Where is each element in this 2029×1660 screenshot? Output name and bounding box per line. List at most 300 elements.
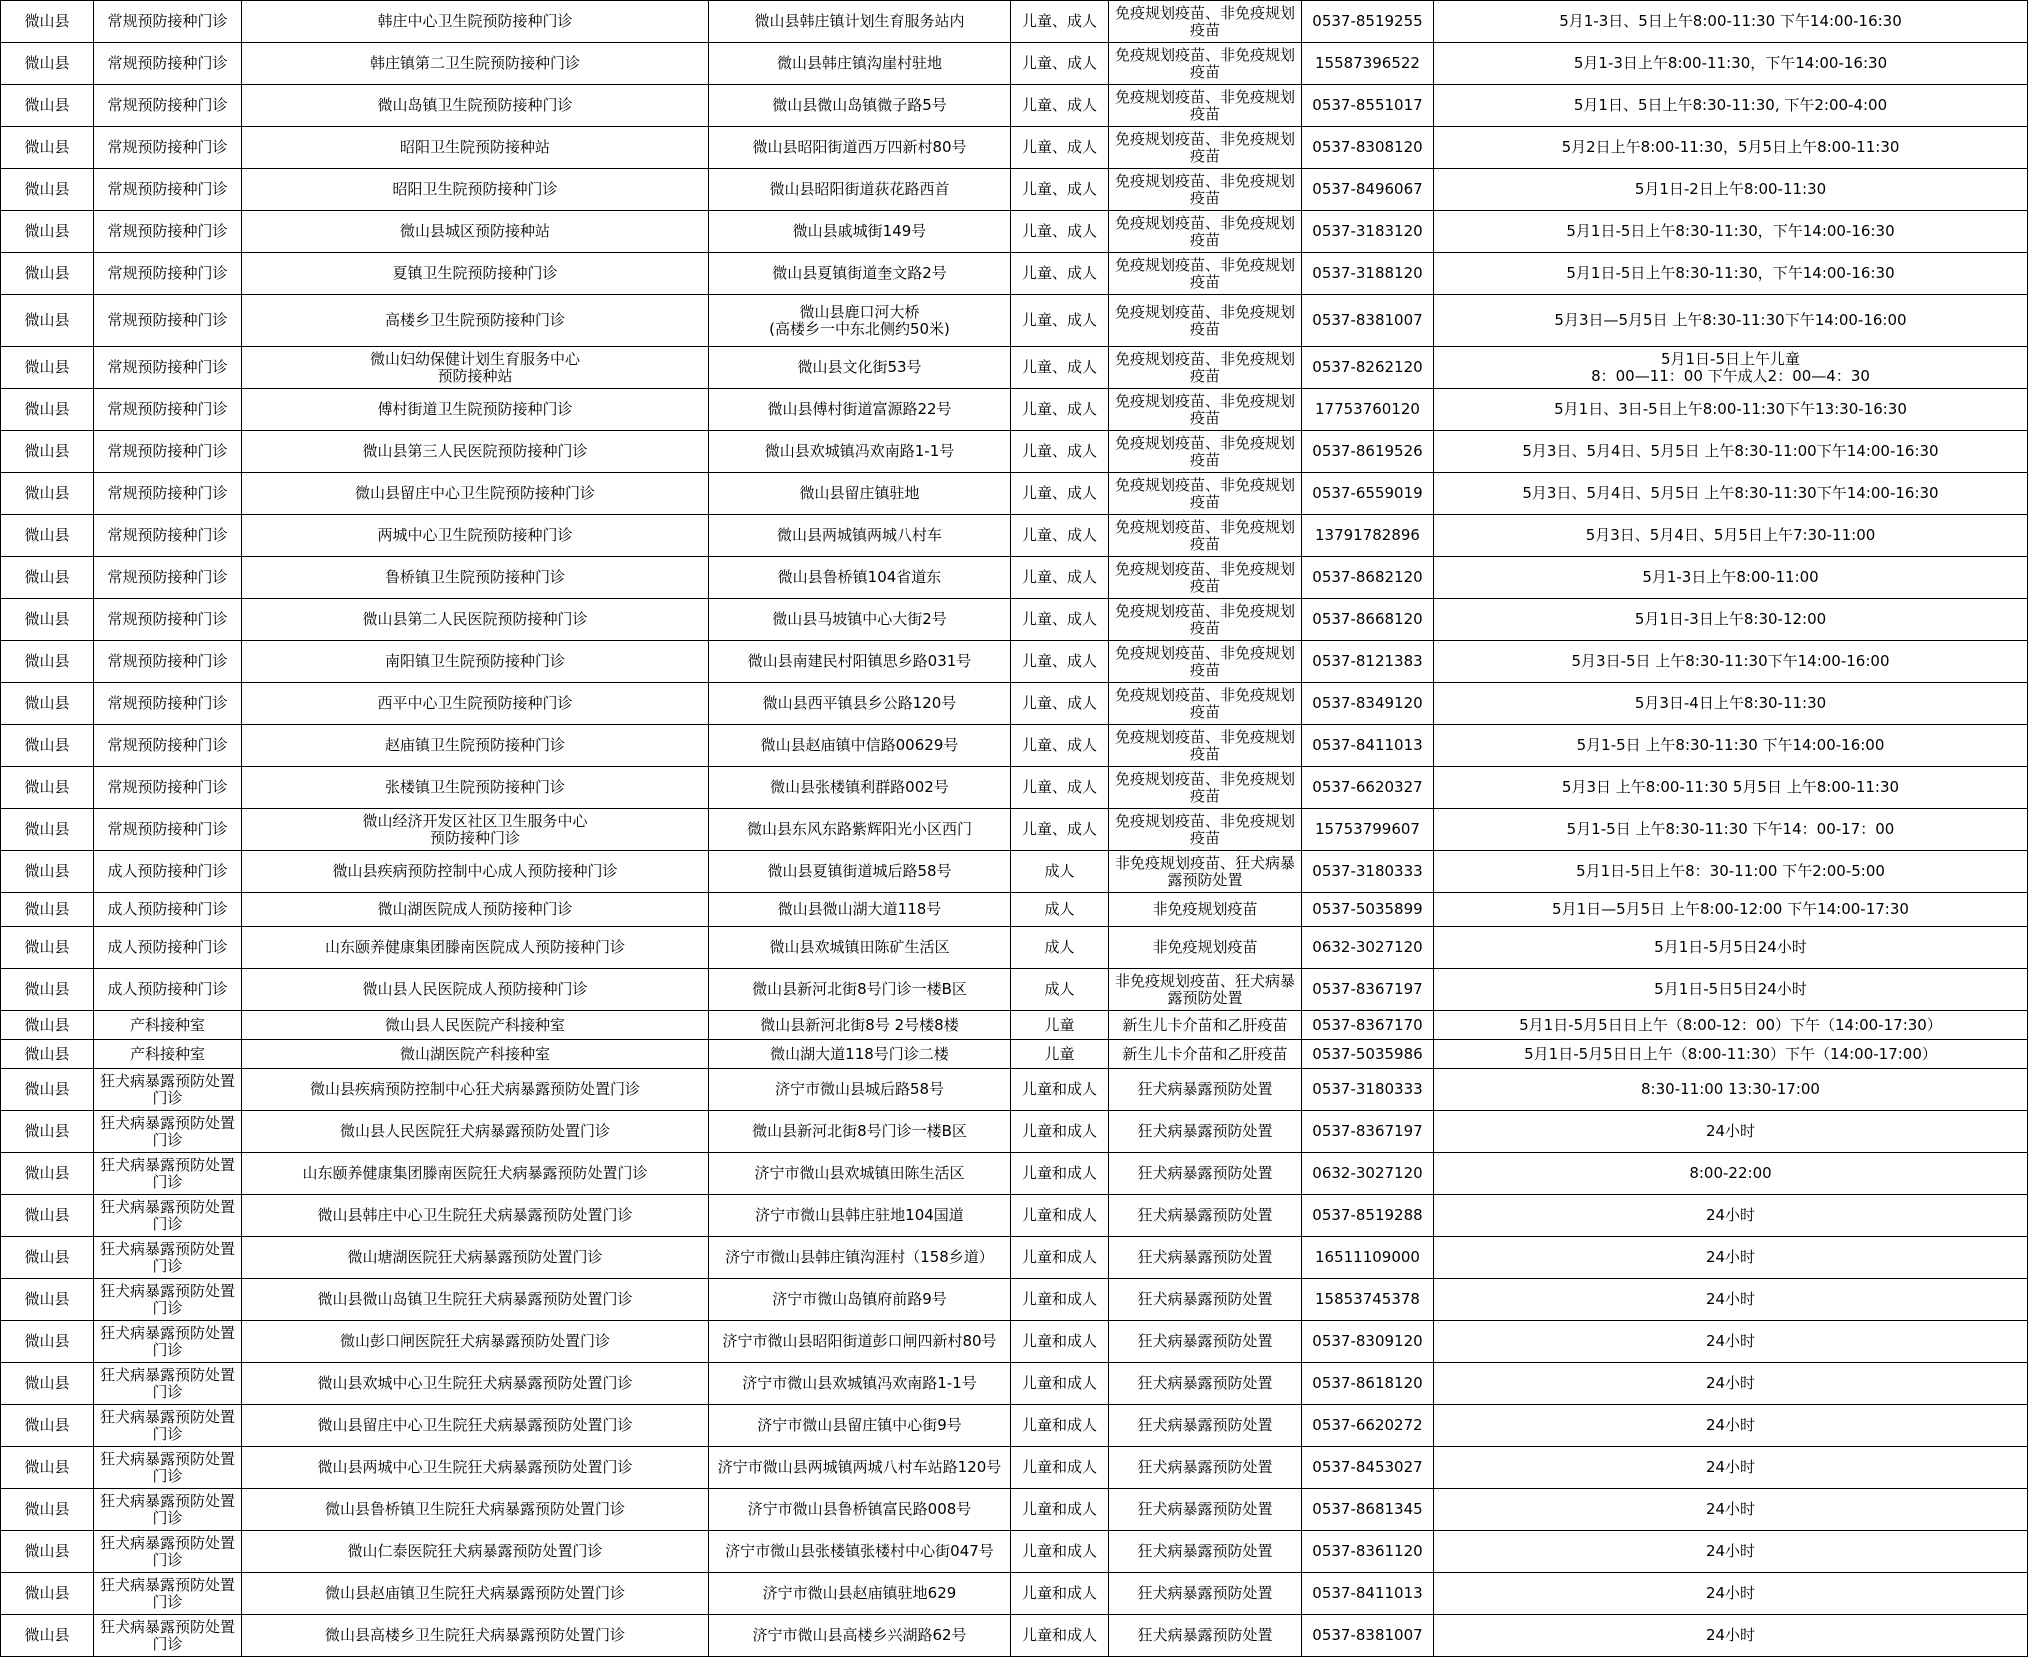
cell-phone: 0537-8381007 xyxy=(1302,1615,1434,1657)
cell-county: 微山县 xyxy=(1,85,94,127)
cell-phone: 0537-8309120 xyxy=(1302,1321,1434,1363)
cell-service-hours: 5月1日-5月5日日上午（8:00-11:30）下午（14:00-17:00） xyxy=(1434,1040,2028,1069)
cell-target-group: 成人 xyxy=(1011,851,1109,893)
cell-county: 微山县 xyxy=(1,1615,94,1657)
cell-service-hours: 24小时 xyxy=(1434,1531,2028,1573)
cell-clinic-type: 成人预防接种门诊 xyxy=(94,893,242,927)
cell-phone: 0537-8121383 xyxy=(1302,641,1434,683)
cell-clinic-type: 产科接种室 xyxy=(94,1040,242,1069)
table-body xyxy=(1,1,2028,1657)
cell-clinic-name: 张楼镇卫生院预防接种门诊 xyxy=(242,767,709,809)
cell-service-hours: 5月3日、5月4日、5月5日 上午8:30-11:00下午14:00-16:30 xyxy=(1434,431,2028,473)
cell-county: 微山县 xyxy=(1,1573,94,1615)
cell-address: 济宁市微山县欢城镇冯欢南路1-1号 xyxy=(709,1363,1011,1405)
cell-target-group: 儿童和成人 xyxy=(1011,1405,1109,1447)
cell-county: 微山县 xyxy=(1,1447,94,1489)
cell-vaccine-type: 狂犬病暴露预防处置 xyxy=(1109,1531,1302,1573)
table-row xyxy=(1,1,2028,43)
table-row xyxy=(1,253,2028,295)
cell-address: 微山县微山湖大道118号 xyxy=(709,893,1011,927)
cell-clinic-name: 微山县高楼乡卫生院狂犬病暴露预防处置门诊 xyxy=(242,1615,709,1657)
cell-clinic-type: 狂犬病暴露预防处置门诊 xyxy=(94,1069,242,1111)
cell-county: 微山县 xyxy=(1,1321,94,1363)
cell-clinic-name: 微山彭口闸医院狂犬病暴露预防处置门诊 xyxy=(242,1321,709,1363)
cell-county: 微山县 xyxy=(1,1279,94,1321)
cell-address: 济宁市微山县赵庙镇驻地629 xyxy=(709,1573,1011,1615)
cell-service-hours: 5月1日—5月5日 上午8:00-12:00 下午14:00-17:30 xyxy=(1434,893,2028,927)
table-row xyxy=(1,127,2028,169)
cell-clinic-name: 微山县人民医院成人预防接种门诊 xyxy=(242,969,709,1011)
table-row xyxy=(1,169,2028,211)
table-row xyxy=(1,725,2028,767)
cell-vaccine-type: 狂犬病暴露预防处置 xyxy=(1109,1489,1302,1531)
cell-vaccine-type: 狂犬病暴露预防处置 xyxy=(1109,1447,1302,1489)
cell-target-group: 儿童和成人 xyxy=(1011,1321,1109,1363)
cell-service-hours: 8:30-11:00 13:30-17:00 xyxy=(1434,1069,2028,1111)
cell-clinic-type: 狂犬病暴露预防处置门诊 xyxy=(94,1447,242,1489)
cell-target-group: 儿童、成人 xyxy=(1011,641,1109,683)
cell-vaccine-type: 狂犬病暴露预防处置 xyxy=(1109,1111,1302,1153)
cell-address: 微山县鲁桥镇104省道东 xyxy=(709,557,1011,599)
cell-clinic-type: 狂犬病暴露预防处置门诊 xyxy=(94,1489,242,1531)
cell-phone: 0537-8367170 xyxy=(1302,1011,1434,1040)
cell-county: 微山县 xyxy=(1,253,94,295)
cell-vaccine-type: 非免疫规划疫苗、狂犬病暴露预防处置 xyxy=(1109,969,1302,1011)
table-row xyxy=(1,683,2028,725)
cell-address: 微山县傅村街道富源路22号 xyxy=(709,389,1011,431)
cell-clinic-type: 常规预防接种门诊 xyxy=(94,211,242,253)
cell-target-group: 儿童、成人 xyxy=(1011,295,1109,347)
cell-clinic-name: 微山县城区预防接种站 xyxy=(242,211,709,253)
cell-clinic-type: 常规预防接种门诊 xyxy=(94,43,242,85)
table-row xyxy=(1,1615,2028,1657)
cell-clinic-type: 狂犬病暴露预防处置门诊 xyxy=(94,1615,242,1657)
cell-phone: 0537-6620327 xyxy=(1302,767,1434,809)
cell-phone: 0537-8668120 xyxy=(1302,599,1434,641)
cell-service-hours: 5月1日-5日上午8:30-11:30，下午14:00-16:30 xyxy=(1434,253,2028,295)
cell-service-hours: 5月2日上午8:00-11:30，5月5日上午8:00-11:30 xyxy=(1434,127,2028,169)
cell-county: 微山县 xyxy=(1,809,94,851)
cell-clinic-type: 常规预防接种门诊 xyxy=(94,473,242,515)
cell-clinic-name: 昭阳卫生院预防接种站 xyxy=(242,127,709,169)
cell-phone: 0537-8411013 xyxy=(1302,1573,1434,1615)
cell-county: 微山县 xyxy=(1,473,94,515)
cell-address: 微山县韩庄镇沟崖村驻地 xyxy=(709,43,1011,85)
cell-vaccine-type: 免疫规划疫苗、非免疫规划疫苗 xyxy=(1109,557,1302,599)
cell-target-group: 儿童、成人 xyxy=(1011,725,1109,767)
cell-phone: 0537-8381007 xyxy=(1302,295,1434,347)
cell-service-hours: 5月1日-5日上午8：30-11:00 下午2:00-5:00 xyxy=(1434,851,2028,893)
cell-service-hours: 24小时 xyxy=(1434,1615,2028,1657)
cell-address: 微山县夏镇街道奎文路2号 xyxy=(709,253,1011,295)
cell-service-hours: 5月3日-5日 上午8:30-11:30下午14:00-16:00 xyxy=(1434,641,2028,683)
cell-vaccine-type: 免疫规划疫苗、非免疫规划疫苗 xyxy=(1109,253,1302,295)
cell-clinic-name: 微山湖医院产科接种室 xyxy=(242,1040,709,1069)
cell-address: 济宁市微山县两城镇两城八村车站路120号 xyxy=(709,1447,1011,1489)
cell-vaccine-type: 免疫规划疫苗、非免疫规划疫苗 xyxy=(1109,431,1302,473)
cell-target-group: 儿童和成人 xyxy=(1011,1573,1109,1615)
cell-address: 济宁市微山县留庄镇中心街9号 xyxy=(709,1405,1011,1447)
table-row xyxy=(1,927,2028,969)
cell-address: 济宁市微山县欢城镇田陈生活区 xyxy=(709,1153,1011,1195)
cell-county: 微山县 xyxy=(1,1069,94,1111)
cell-clinic-type: 常规预防接种门诊 xyxy=(94,557,242,599)
cell-service-hours: 24小时 xyxy=(1434,1321,2028,1363)
cell-county: 微山县 xyxy=(1,927,94,969)
cell-vaccine-type: 狂犬病暴露预防处置 xyxy=(1109,1279,1302,1321)
cell-target-group: 成人 xyxy=(1011,893,1109,927)
cell-clinic-name: 微山县留庄中心卫生院狂犬病暴露预防处置门诊 xyxy=(242,1405,709,1447)
cell-clinic-type: 常规预防接种门诊 xyxy=(94,599,242,641)
cell-address: 济宁市微山县高楼乡兴湖路62号 xyxy=(709,1615,1011,1657)
cell-address: 微山县西平镇县乡公路120号 xyxy=(709,683,1011,725)
cell-service-hours: 5月3日 上午8:00-11:30 5月5日 上午8:00-11:30 xyxy=(1434,767,2028,809)
cell-clinic-name: 微山县韩庄中心卫生院狂犬病暴露预防处置门诊 xyxy=(242,1195,709,1237)
cell-address: 微山县鹿口河大桥 (高楼乡一中东北侧约50米) xyxy=(709,295,1011,347)
cell-clinic-name: 韩庄镇第二卫生院预防接种门诊 xyxy=(242,43,709,85)
cell-clinic-name: 微山县人民医院狂犬病暴露预防处置门诊 xyxy=(242,1111,709,1153)
cell-phone: 0537-8349120 xyxy=(1302,683,1434,725)
cell-vaccine-type: 免疫规划疫苗、非免疫规划疫苗 xyxy=(1109,725,1302,767)
cell-service-hours: 5月1-3日上午8:00-11:00 xyxy=(1434,557,2028,599)
cell-vaccine-type: 非免疫规划疫苗 xyxy=(1109,893,1302,927)
cell-phone: 0537-3183120 xyxy=(1302,211,1434,253)
cell-county: 微山县 xyxy=(1,1237,94,1279)
cell-vaccine-type: 狂犬病暴露预防处置 xyxy=(1109,1237,1302,1279)
cell-address: 济宁市微山县鲁桥镇富民路008号 xyxy=(709,1489,1011,1531)
cell-phone: 0537-6559019 xyxy=(1302,473,1434,515)
cell-service-hours: 5月1日、5日上午8:30-11:30, 下午2:00-4:00 xyxy=(1434,85,2028,127)
cell-vaccine-type: 免疫规划疫苗、非免疫规划疫苗 xyxy=(1109,515,1302,557)
cell-clinic-type: 常规预防接种门诊 xyxy=(94,85,242,127)
cell-service-hours: 24小时 xyxy=(1434,1573,2028,1615)
cell-address: 微山县昭阳街道荻花路西首 xyxy=(709,169,1011,211)
table-row xyxy=(1,1363,2028,1405)
cell-target-group: 儿童和成人 xyxy=(1011,1447,1109,1489)
cell-target-group: 儿童、成人 xyxy=(1011,683,1109,725)
table-row xyxy=(1,1447,2028,1489)
table-row xyxy=(1,295,2028,347)
cell-address: 微山县夏镇街道城后路58号 xyxy=(709,851,1011,893)
cell-vaccine-type: 免疫规划疫苗、非免疫规划疫苗 xyxy=(1109,295,1302,347)
cell-county: 微山县 xyxy=(1,1,94,43)
cell-service-hours: 5月1-5日 上午8:30-11:30 下午14:00-16:00 xyxy=(1434,725,2028,767)
cell-target-group: 儿童、成人 xyxy=(1011,557,1109,599)
cell-county: 微山县 xyxy=(1,1195,94,1237)
cell-phone: 0537-8367197 xyxy=(1302,1111,1434,1153)
table-row xyxy=(1,347,2028,389)
cell-service-hours: 24小时 xyxy=(1434,1195,2028,1237)
table-row xyxy=(1,389,2028,431)
cell-clinic-type: 狂犬病暴露预防处置门诊 xyxy=(94,1153,242,1195)
cell-phone: 0537-8519255 xyxy=(1302,1,1434,43)
cell-phone: 0632-3027120 xyxy=(1302,927,1434,969)
cell-phone: 0537-5035899 xyxy=(1302,893,1434,927)
cell-address: 微山湖大道118号门诊二楼 xyxy=(709,1040,1011,1069)
cell-clinic-name: 微山塘湖医院狂犬病暴露预防处置门诊 xyxy=(242,1237,709,1279)
cell-target-group: 儿童、成人 xyxy=(1011,1,1109,43)
cell-service-hours: 5月3日—5月5日 上午8:30-11:30下午14:00-16:00 xyxy=(1434,295,2028,347)
cell-clinic-type: 狂犬病暴露预防处置门诊 xyxy=(94,1363,242,1405)
cell-county: 微山县 xyxy=(1,1531,94,1573)
cell-service-hours: 5月1日-5月5日24小时 xyxy=(1434,927,2028,969)
cell-target-group: 儿童和成人 xyxy=(1011,1489,1109,1531)
cell-county: 微山县 xyxy=(1,683,94,725)
cell-clinic-type: 成人预防接种门诊 xyxy=(94,969,242,1011)
cell-phone: 0537-8681345 xyxy=(1302,1489,1434,1531)
cell-address: 微山县赵庙镇中信路00629号 xyxy=(709,725,1011,767)
cell-service-hours: 5月3日、5月4日、5月5日 上午8:30-11:30下午14:00-16:30 xyxy=(1434,473,2028,515)
cell-service-hours: 5月1日-3日上午8:30-12:00 xyxy=(1434,599,2028,641)
cell-county: 微山县 xyxy=(1,1011,94,1040)
cell-clinic-name: 微山县疾病预防控制中心成人预防接种门诊 xyxy=(242,851,709,893)
cell-clinic-name: 微山县第二人民医院预防接种门诊 xyxy=(242,599,709,641)
cell-phone: 0537-8519288 xyxy=(1302,1195,1434,1237)
cell-vaccine-type: 免疫规划疫苗、非免疫规划疫苗 xyxy=(1109,809,1302,851)
cell-vaccine-type: 狂犬病暴露预防处置 xyxy=(1109,1153,1302,1195)
cell-address: 济宁市微山县张楼镇张楼村中心街047号 xyxy=(709,1531,1011,1573)
cell-county: 微山县 xyxy=(1,969,94,1011)
cell-clinic-name: 微山县赵庙镇卫生院狂犬病暴露预防处置门诊 xyxy=(242,1573,709,1615)
cell-clinic-name: 微山妇幼保健计划生育服务中心 预防接种站 xyxy=(242,347,709,389)
cell-clinic-type: 常规预防接种门诊 xyxy=(94,347,242,389)
cell-address: 济宁市微山县昭阳街道彭口闸四新村80号 xyxy=(709,1321,1011,1363)
cell-service-hours: 8:00-22:00 xyxy=(1434,1153,2028,1195)
cell-target-group: 儿童、成人 xyxy=(1011,169,1109,211)
cell-county: 微山县 xyxy=(1,1153,94,1195)
cell-service-hours: 24小时 xyxy=(1434,1489,2028,1531)
cell-county: 微山县 xyxy=(1,127,94,169)
cell-vaccine-type: 免疫规划疫苗、非免疫规划疫苗 xyxy=(1109,641,1302,683)
cell-target-group: 儿童、成人 xyxy=(1011,809,1109,851)
cell-service-hours: 5月1日-5日上午儿童 8：00—11：00 下午成人2：00—4：30 xyxy=(1434,347,2028,389)
cell-address: 济宁市微山县韩庄驻地104国道 xyxy=(709,1195,1011,1237)
cell-target-group: 儿童、成人 xyxy=(1011,767,1109,809)
cell-vaccine-type: 免疫规划疫苗、非免疫规划疫苗 xyxy=(1109,767,1302,809)
cell-target-group: 儿童、成人 xyxy=(1011,253,1109,295)
cell-address: 微山县新河北街8号门诊一楼B区 xyxy=(709,1111,1011,1153)
cell-address: 微山县东风东路紫辉阳光小区西门 xyxy=(709,809,1011,851)
cell-vaccine-type: 新生儿卡介苗和乙肝疫苗 xyxy=(1109,1011,1302,1040)
cell-clinic-name: 微山县人民医院产科接种室 xyxy=(242,1011,709,1040)
table-row xyxy=(1,1237,2028,1279)
cell-vaccine-type: 狂犬病暴露预防处置 xyxy=(1109,1069,1302,1111)
table-row xyxy=(1,893,2028,927)
cell-clinic-type: 常规预防接种门诊 xyxy=(94,515,242,557)
cell-phone: 0537-8551017 xyxy=(1302,85,1434,127)
cell-address: 济宁市微山岛镇府前路9号 xyxy=(709,1279,1011,1321)
cell-clinic-name: 鲁桥镇卫生院预防接种门诊 xyxy=(242,557,709,599)
cell-target-group: 儿童和成人 xyxy=(1011,1195,1109,1237)
table-row xyxy=(1,473,2028,515)
cell-vaccine-type: 非免疫规划疫苗 xyxy=(1109,927,1302,969)
cell-county: 微山县 xyxy=(1,211,94,253)
cell-county: 微山县 xyxy=(1,767,94,809)
cell-service-hours: 5月1-5日 上午8:30-11:30 下午14：00-17：00 xyxy=(1434,809,2028,851)
cell-clinic-name: 微山仁泰医院狂犬病暴露预防处置门诊 xyxy=(242,1531,709,1573)
cell-clinic-type: 狂犬病暴露预防处置门诊 xyxy=(94,1237,242,1279)
cell-target-group: 儿童、成人 xyxy=(1011,389,1109,431)
cell-clinic-name: 傅村街道卫生院预防接种门诊 xyxy=(242,389,709,431)
cell-clinic-type: 狂犬病暴露预防处置门诊 xyxy=(94,1531,242,1573)
cell-clinic-name: 两城中心卫生院预防接种门诊 xyxy=(242,515,709,557)
cell-clinic-name: 微山县欢城中心卫生院狂犬病暴露预防处置门诊 xyxy=(242,1363,709,1405)
cell-vaccine-type: 免疫规划疫苗、非免疫规划疫苗 xyxy=(1109,211,1302,253)
cell-target-group: 儿童 xyxy=(1011,1011,1109,1040)
cell-service-hours: 5月1日-5月5日日上午（8:00-12：00）下午（14:00-17:30） xyxy=(1434,1011,2028,1040)
cell-county: 微山县 xyxy=(1,1363,94,1405)
cell-phone: 16511109000 xyxy=(1302,1237,1434,1279)
cell-target-group: 儿童和成人 xyxy=(1011,1153,1109,1195)
cell-county: 微山县 xyxy=(1,893,94,927)
cell-vaccine-type: 狂犬病暴露预防处置 xyxy=(1109,1573,1302,1615)
cell-vaccine-type: 免疫规划疫苗、非免疫规划疫苗 xyxy=(1109,347,1302,389)
cell-target-group: 儿童和成人 xyxy=(1011,1111,1109,1153)
cell-phone: 0537-8367197 xyxy=(1302,969,1434,1011)
cell-phone: 0537-8411013 xyxy=(1302,725,1434,767)
cell-clinic-name: 夏镇卫生院预防接种门诊 xyxy=(242,253,709,295)
cell-clinic-name: 赵庙镇卫生院预防接种门诊 xyxy=(242,725,709,767)
cell-phone: 15587396522 xyxy=(1302,43,1434,85)
cell-clinic-type: 常规预防接种门诊 xyxy=(94,641,242,683)
cell-phone: 0537-6620272 xyxy=(1302,1405,1434,1447)
cell-county: 微山县 xyxy=(1,851,94,893)
cell-clinic-type: 狂犬病暴露预防处置门诊 xyxy=(94,1111,242,1153)
cell-vaccine-type: 狂犬病暴露预防处置 xyxy=(1109,1363,1302,1405)
table-row xyxy=(1,969,2028,1011)
cell-target-group: 儿童、成人 xyxy=(1011,347,1109,389)
cell-clinic-name: 山东颐养健康集团滕南医院成人预防接种门诊 xyxy=(242,927,709,969)
cell-clinic-type: 常规预防接种门诊 xyxy=(94,1,242,43)
cell-service-hours: 24小时 xyxy=(1434,1405,2028,1447)
cell-clinic-type: 狂犬病暴露预防处置门诊 xyxy=(94,1279,242,1321)
cell-address: 微山县韩庄镇计划生育服务站内 xyxy=(709,1,1011,43)
table-row xyxy=(1,1111,2028,1153)
table-row xyxy=(1,851,2028,893)
cell-clinic-name: 微山县第三人民医院预防接种门诊 xyxy=(242,431,709,473)
cell-vaccine-type: 新生儿卡介苗和乙肝疫苗 xyxy=(1109,1040,1302,1069)
cell-county: 微山县 xyxy=(1,599,94,641)
cell-county: 微山县 xyxy=(1,431,94,473)
cell-service-hours: 5月3日、5月4日、5月5日上午7:30-11:00 xyxy=(1434,515,2028,557)
cell-target-group: 儿童和成人 xyxy=(1011,1237,1109,1279)
cell-phone: 0537-8682120 xyxy=(1302,557,1434,599)
cell-phone: 0537-8619526 xyxy=(1302,431,1434,473)
cell-county: 微山县 xyxy=(1,1111,94,1153)
cell-vaccine-type: 免疫规划疫苗、非免疫规划疫苗 xyxy=(1109,683,1302,725)
cell-vaccine-type: 免疫规划疫苗、非免疫规划疫苗 xyxy=(1109,127,1302,169)
cell-vaccine-type: 免疫规划疫苗、非免疫规划疫苗 xyxy=(1109,1,1302,43)
table-row xyxy=(1,515,2028,557)
table-row xyxy=(1,1489,2028,1531)
cell-service-hours: 5月1-3日、5日上午8:00-11:30 下午14:00-16:30 xyxy=(1434,1,2028,43)
cell-clinic-type: 常规预防接种门诊 xyxy=(94,253,242,295)
cell-phone: 0537-3188120 xyxy=(1302,253,1434,295)
cell-phone: 0537-3180333 xyxy=(1302,851,1434,893)
cell-clinic-name: 高楼乡卫生院预防接种门诊 xyxy=(242,295,709,347)
table-row xyxy=(1,1195,2028,1237)
cell-target-group: 儿童、成人 xyxy=(1011,85,1109,127)
cell-clinic-type: 成人预防接种门诊 xyxy=(94,927,242,969)
cell-address: 微山县新河北街8号 2号楼8楼 xyxy=(709,1011,1011,1040)
cell-phone: 0632-3027120 xyxy=(1302,1153,1434,1195)
cell-service-hours: 5月1日-5日上午8:30-11:30，下午14:00-16:30 xyxy=(1434,211,2028,253)
table-row xyxy=(1,641,2028,683)
cell-target-group: 儿童、成人 xyxy=(1011,473,1109,515)
cell-county: 微山县 xyxy=(1,515,94,557)
cell-phone: 13791782896 xyxy=(1302,515,1434,557)
cell-phone: 0537-5035986 xyxy=(1302,1040,1434,1069)
cell-service-hours: 5月1日、3日-5日上午8:00-11:30下午13:30-16:30 xyxy=(1434,389,2028,431)
cell-county: 微山县 xyxy=(1,169,94,211)
table-row xyxy=(1,599,2028,641)
table-row xyxy=(1,1279,2028,1321)
cell-phone: 0537-8361120 xyxy=(1302,1531,1434,1573)
cell-target-group: 儿童、成人 xyxy=(1011,127,1109,169)
cell-clinic-name: 韩庄中心卫生院预防接种门诊 xyxy=(242,1,709,43)
cell-phone: 0537-8496067 xyxy=(1302,169,1434,211)
cell-service-hours: 24小时 xyxy=(1434,1279,2028,1321)
cell-phone: 0537-8453027 xyxy=(1302,1447,1434,1489)
cell-clinic-type: 狂犬病暴露预防处置门诊 xyxy=(94,1573,242,1615)
cell-target-group: 成人 xyxy=(1011,969,1109,1011)
cell-target-group: 儿童和成人 xyxy=(1011,1531,1109,1573)
table-row xyxy=(1,85,2028,127)
cell-phone: 15753799607 xyxy=(1302,809,1434,851)
cell-address: 微山县昭阳街道西万四新村80号 xyxy=(709,127,1011,169)
cell-address: 微山县南建民村阳镇思乡路031号 xyxy=(709,641,1011,683)
table-row xyxy=(1,211,2028,253)
cell-target-group: 儿童、成人 xyxy=(1011,431,1109,473)
cell-address: 微山县两城镇两城八村车 xyxy=(709,515,1011,557)
cell-target-group: 成人 xyxy=(1011,927,1109,969)
table-row xyxy=(1,1040,2028,1069)
cell-clinic-name: 微山县疾病预防控制中心狂犬病暴露预防处置门诊 xyxy=(242,1069,709,1111)
table-row xyxy=(1,1069,2028,1111)
cell-clinic-type: 狂犬病暴露预防处置门诊 xyxy=(94,1321,242,1363)
table-row xyxy=(1,1321,2028,1363)
cell-target-group: 儿童和成人 xyxy=(1011,1069,1109,1111)
cell-address: 微山县微山岛镇微子路5号 xyxy=(709,85,1011,127)
cell-vaccine-type: 狂犬病暴露预防处置 xyxy=(1109,1615,1302,1657)
cell-clinic-type: 成人预防接种门诊 xyxy=(94,851,242,893)
cell-vaccine-type: 狂犬病暴露预防处置 xyxy=(1109,1405,1302,1447)
table-row xyxy=(1,1153,2028,1195)
cell-target-group: 儿童、成人 xyxy=(1011,515,1109,557)
cell-clinic-type: 常规预防接种门诊 xyxy=(94,169,242,211)
table-row xyxy=(1,1573,2028,1615)
cell-vaccine-type: 免疫规划疫苗、非免疫规划疫苗 xyxy=(1109,389,1302,431)
cell-vaccine-type: 免疫规划疫苗、非免疫规划疫苗 xyxy=(1109,599,1302,641)
cell-clinic-name: 微山县留庄中心卫生院预防接种门诊 xyxy=(242,473,709,515)
table-row xyxy=(1,43,2028,85)
cell-target-group: 儿童和成人 xyxy=(1011,1615,1109,1657)
cell-clinic-name: 南阳镇卫生院预防接种门诊 xyxy=(242,641,709,683)
cell-county: 微山县 xyxy=(1,725,94,767)
cell-clinic-type: 常规预防接种门诊 xyxy=(94,809,242,851)
cell-address: 济宁市微山县城后路58号 xyxy=(709,1069,1011,1111)
cell-service-hours: 24小时 xyxy=(1434,1363,2028,1405)
cell-county: 微山县 xyxy=(1,295,94,347)
cell-county: 微山县 xyxy=(1,557,94,599)
cell-service-hours: 5月3日-4日上午8:30-11:30 xyxy=(1434,683,2028,725)
cell-vaccine-type: 免疫规划疫苗、非免疫规划疫苗 xyxy=(1109,43,1302,85)
cell-phone: 15853745378 xyxy=(1302,1279,1434,1321)
cell-clinic-name: 西平中心卫生院预防接种门诊 xyxy=(242,683,709,725)
cell-vaccine-type: 免疫规划疫苗、非免疫规划疫苗 xyxy=(1109,473,1302,515)
cell-address: 微山县留庄镇驻地 xyxy=(709,473,1011,515)
cell-county: 微山县 xyxy=(1,1405,94,1447)
